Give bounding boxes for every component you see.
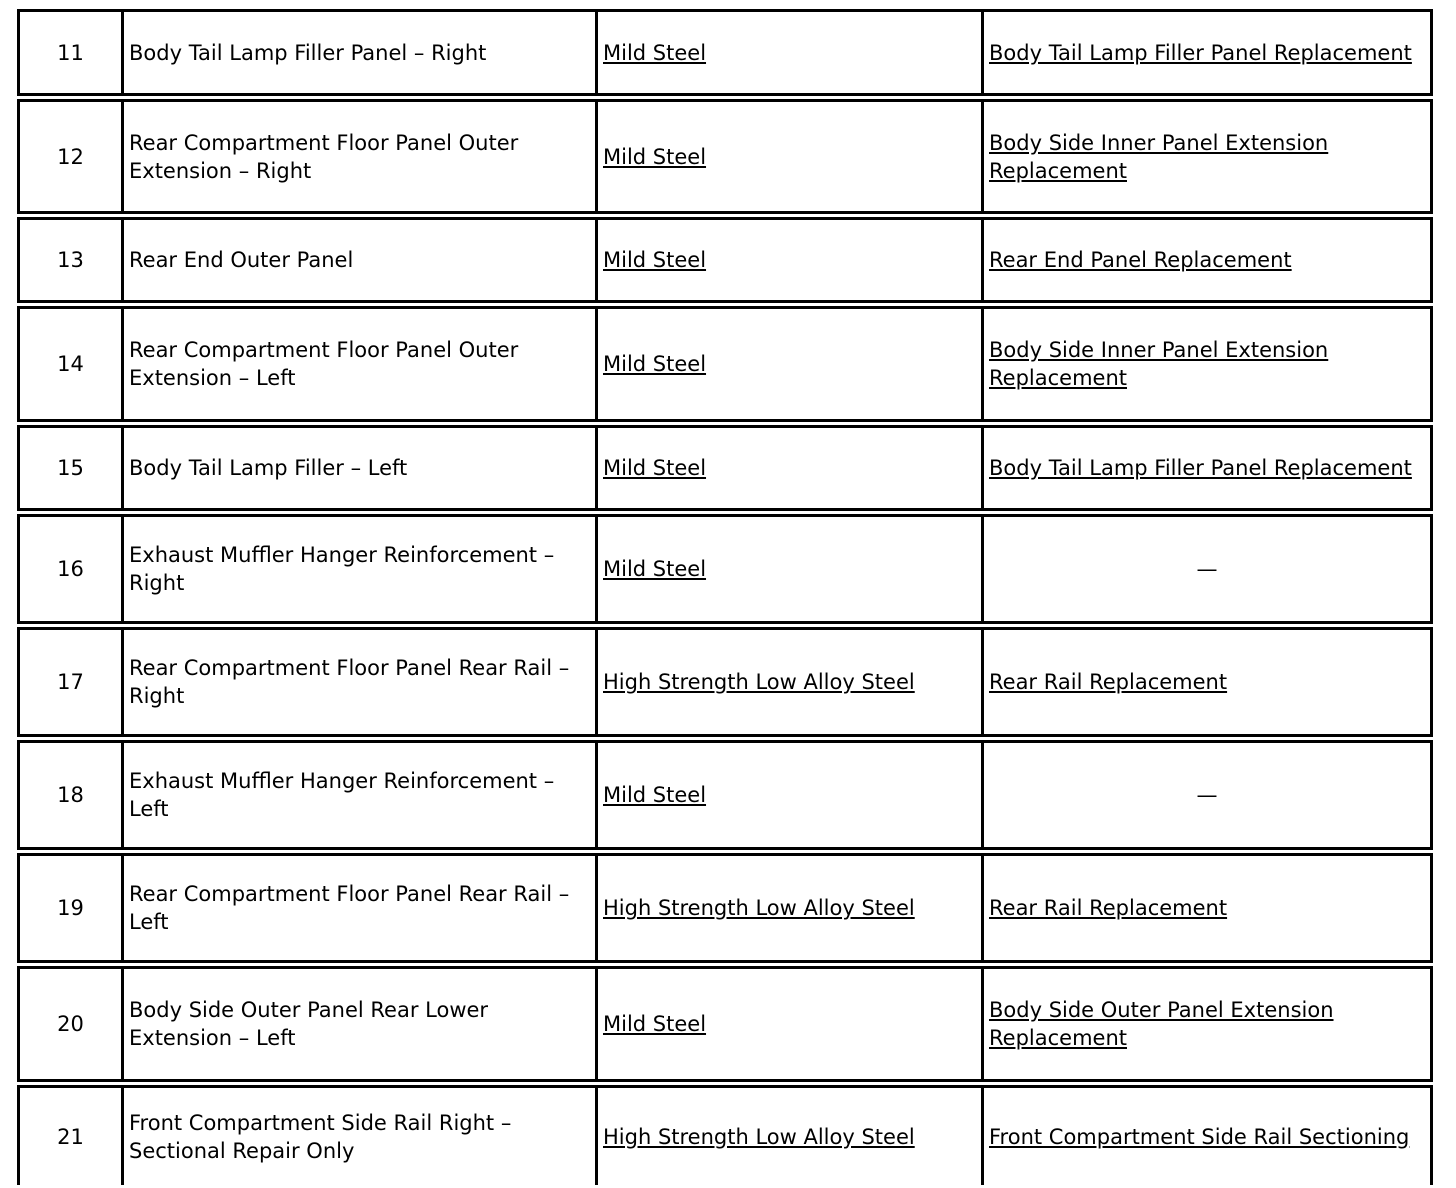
table-row <box>17 966 1433 1082</box>
material-link[interactable]: Mild Steel <box>603 144 707 169</box>
part-description <box>121 517 595 621</box>
no-procedure-dash: — <box>1196 557 1218 581</box>
item-number: 14 <box>17 309 121 419</box>
procedure-cell <box>981 102 1433 211</box>
procedure-cell <box>981 969 1433 1079</box>
item-number: 18 <box>17 743 121 847</box>
procedure-link[interactable]: Body Tail Lamp Filler Panel Replacement <box>989 456 1412 480</box>
procedure-cell <box>981 630 1433 734</box>
material-link[interactable]: Mild Steel <box>603 248 707 272</box>
part-description <box>121 743 595 847</box>
item-number: 13 <box>17 220 121 300</box>
part-description <box>121 428 595 508</box>
procedure-link[interactable]: Rear Rail Replacement <box>989 670 1228 694</box>
item-number: 20 <box>17 969 121 1079</box>
procedure-cell <box>981 856 1433 960</box>
procedure-link[interactable]: Body Side Outer Panel Extension Replacement <box>989 998 1334 1050</box>
procedure-cell <box>981 517 1433 621</box>
part-description-text: Exhaust Muffler Hanger Reinforcement – Left <box>129 769 555 821</box>
item-number: 21 <box>17 1088 121 1185</box>
part-description <box>121 1088 595 1185</box>
table-row <box>17 627 1433 737</box>
material-cell <box>595 309 981 419</box>
item-number: 17 <box>17 630 121 734</box>
item-number: 12 <box>17 102 121 211</box>
part-description-text: Rear Compartment Floor Panel Outer Extension – Left <box>129 338 519 390</box>
part-description-text: Exhaust Muffler Hanger Reinforcement – Right <box>129 543 555 595</box>
procedure-link[interactable]: Body Tail Lamp Filler Panel Replacement <box>989 40 1412 65</box>
table-row <box>17 217 1433 303</box>
procedure-link[interactable]: Rear Rail Replacement <box>989 896 1228 920</box>
procedure-cell <box>981 309 1433 419</box>
part-description-text: Body Tail Lamp Filler Panel – Right <box>129 40 487 65</box>
part-description-text: Front Compartment Side Rail Right – Sectional Repair Only <box>129 1110 512 1163</box>
table-row <box>17 514 1433 624</box>
material-cell <box>595 220 981 300</box>
part-description <box>121 12 595 93</box>
material-cell <box>595 743 981 847</box>
material-cell <box>595 428 981 508</box>
table-row <box>17 740 1433 850</box>
material-link[interactable]: Mild Steel <box>603 1012 707 1036</box>
material-link[interactable]: Mild Steel <box>603 783 707 807</box>
procedure-link[interactable]: Rear End Panel Replacement <box>989 248 1292 272</box>
item-number: 11 <box>17 12 121 93</box>
table-row <box>17 1085 1433 1185</box>
material-cell <box>595 102 981 211</box>
material-link[interactable]: High Strength Low Alloy Steel <box>603 896 915 920</box>
table-row <box>17 99 1433 214</box>
procedure-link[interactable]: Body Side Inner Panel Extension Replacement <box>989 338 1329 390</box>
part-description <box>121 220 595 300</box>
procedure-cell <box>981 12 1433 93</box>
part-description <box>121 856 595 960</box>
material-cell <box>595 1088 981 1185</box>
part-description-text: Rear End Outer Panel <box>129 248 354 272</box>
item-number: 19 <box>17 856 121 960</box>
procedure-cell <box>981 743 1433 847</box>
table-row <box>17 306 1433 422</box>
no-procedure-dash: — <box>1196 783 1218 807</box>
material-cell <box>595 969 981 1079</box>
parts-table <box>17 9 1433 1188</box>
procedure-link[interactable]: Front Compartment Side Rail Sectioning <box>989 1124 1410 1149</box>
material-cell <box>595 12 981 93</box>
part-description <box>121 309 595 419</box>
procedure-link[interactable]: Body Side Inner Panel Extension Replacement <box>989 130 1329 183</box>
material-link[interactable]: High Strength Low Alloy Steel <box>603 670 915 694</box>
part-description <box>121 102 595 211</box>
part-description-text: Rear Compartment Floor Panel Rear Rail – Left <box>129 882 570 934</box>
table-row <box>17 425 1433 511</box>
procedure-cell <box>981 428 1433 508</box>
item-number: 16 <box>17 517 121 621</box>
material-cell <box>595 856 981 960</box>
procedure-cell <box>981 220 1433 300</box>
table-row <box>17 853 1433 963</box>
material-link[interactable]: High Strength Low Alloy Steel <box>603 1124 915 1149</box>
part-description-text: Rear Compartment Floor Panel Rear Rail – Right <box>129 656 570 708</box>
procedure-cell <box>981 1088 1433 1185</box>
part-description-text: Rear Compartment Floor Panel Outer Extension – Right <box>129 130 519 183</box>
part-description <box>121 630 595 734</box>
material-link[interactable]: Mild Steel <box>603 456 707 480</box>
material-cell <box>595 517 981 621</box>
material-cell <box>595 630 981 734</box>
part-description <box>121 969 595 1079</box>
table-row <box>17 9 1433 96</box>
material-link[interactable]: Mild Steel <box>603 352 707 376</box>
part-description-text: Body Tail Lamp Filler – Left <box>129 456 408 480</box>
item-number: 15 <box>17 428 121 508</box>
material-link[interactable]: Mild Steel <box>603 40 707 65</box>
part-description-text: Body Side Outer Panel Rear Lower Extension – Left <box>129 998 489 1050</box>
material-link[interactable]: Mild Steel <box>603 557 707 581</box>
